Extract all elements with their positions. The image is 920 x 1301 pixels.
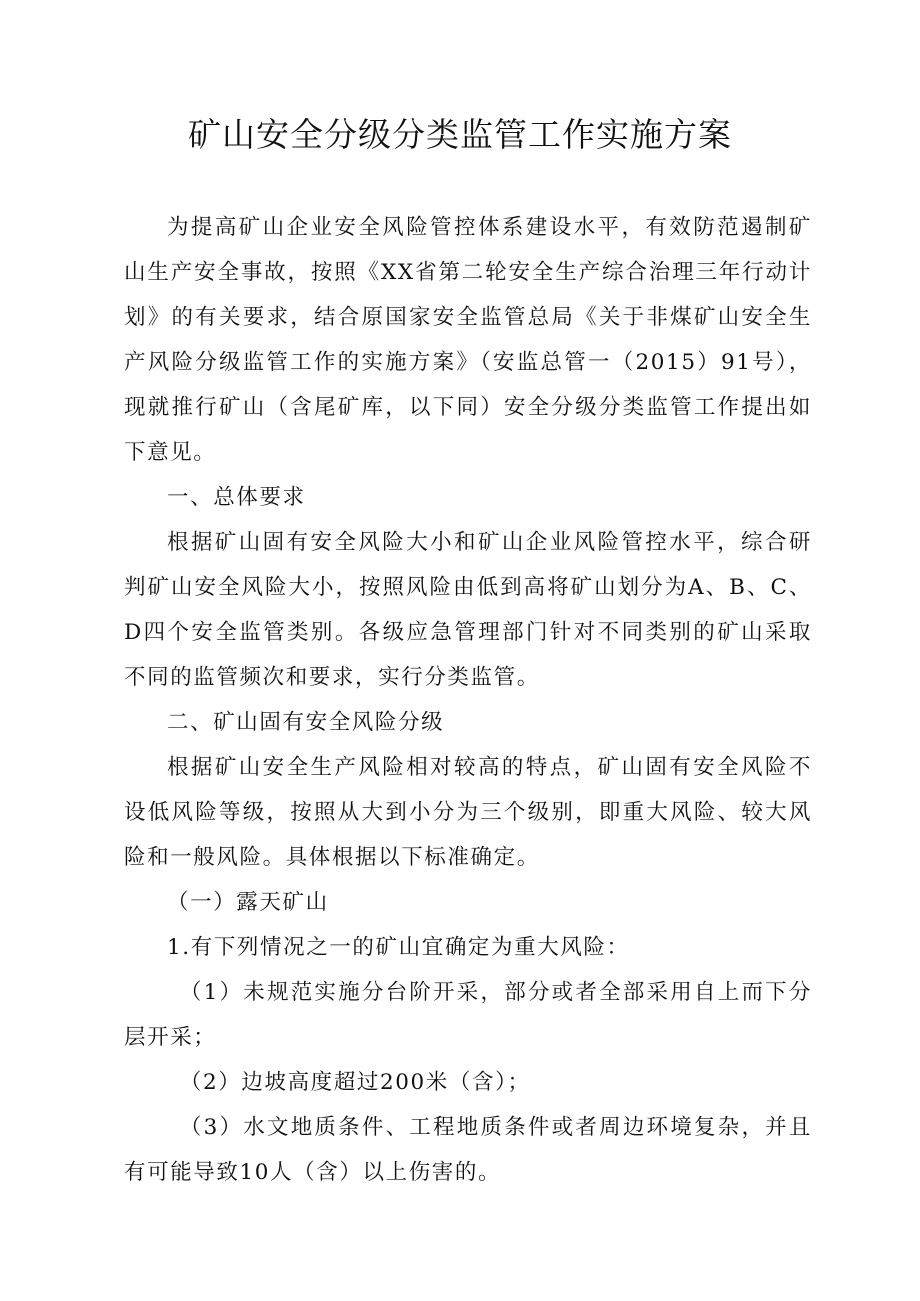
subsection-heading-open-pit: （一）露天矿山 bbox=[167, 890, 329, 915]
intro-paragraph: 为提高矿山企业安全风险管控体系建设水平，有效防范遏制矿山生产安全事故，按照《XX省第二轮安全生产综合治理三年行动计划》的有关要求，结合原国家安全监管总局《关于非煤矿山安全生产风险分级监管工作的实施方案》（安监总管一（2015）91号），现就推行矿山（含尾矿库，以下同）安全分级分类监管工作提出如下意见。 bbox=[124, 215, 812, 465]
list-item-3: （3）水文地质条件、工程地质条件或者周边环境复杂，并且有可能导致10人（含）以上伤害的。 bbox=[124, 1115, 812, 1185]
risk-grading-paragraph: 根据矿山安全生产风险相对较高的特点，矿山固有安全风险不设低风险等级，按照从大到小分为三个级别，即重大风险、较大风险和一般风险。具体根据以下标准确定。 bbox=[124, 755, 812, 870]
open-pit-major-risk-intro: 1.有下列情况之一的矿山宜确定为重大风险： bbox=[167, 935, 630, 960]
section-heading-general-requirements: 一、总体要求 bbox=[167, 485, 306, 510]
list-item-2: （2）边坡高度超过200米（含）； bbox=[179, 1070, 531, 1095]
section-heading-risk-grading: 二、矿山固有安全风险分级 bbox=[167, 710, 445, 735]
document-title: 矿山安全分级分类监管工作实施方案 bbox=[188, 115, 732, 154]
list-item-1: （1）未规范实施分台阶开采，部分或者全部采用自上而下分层开采； bbox=[124, 980, 812, 1050]
document-body bbox=[124, 205, 812, 1195]
general-requirements-paragraph: 根据矿山固有安全风险大小和矿山企业风险管控水平，综合研判矿山安全风险大小，按照风险由低到高将矿山划分为A、B、C、D四个安全监管类别。各级应急管理部门针对不同类别的矿山采取不同的监管频次和要求，实行分类监管。 bbox=[124, 530, 812, 690]
